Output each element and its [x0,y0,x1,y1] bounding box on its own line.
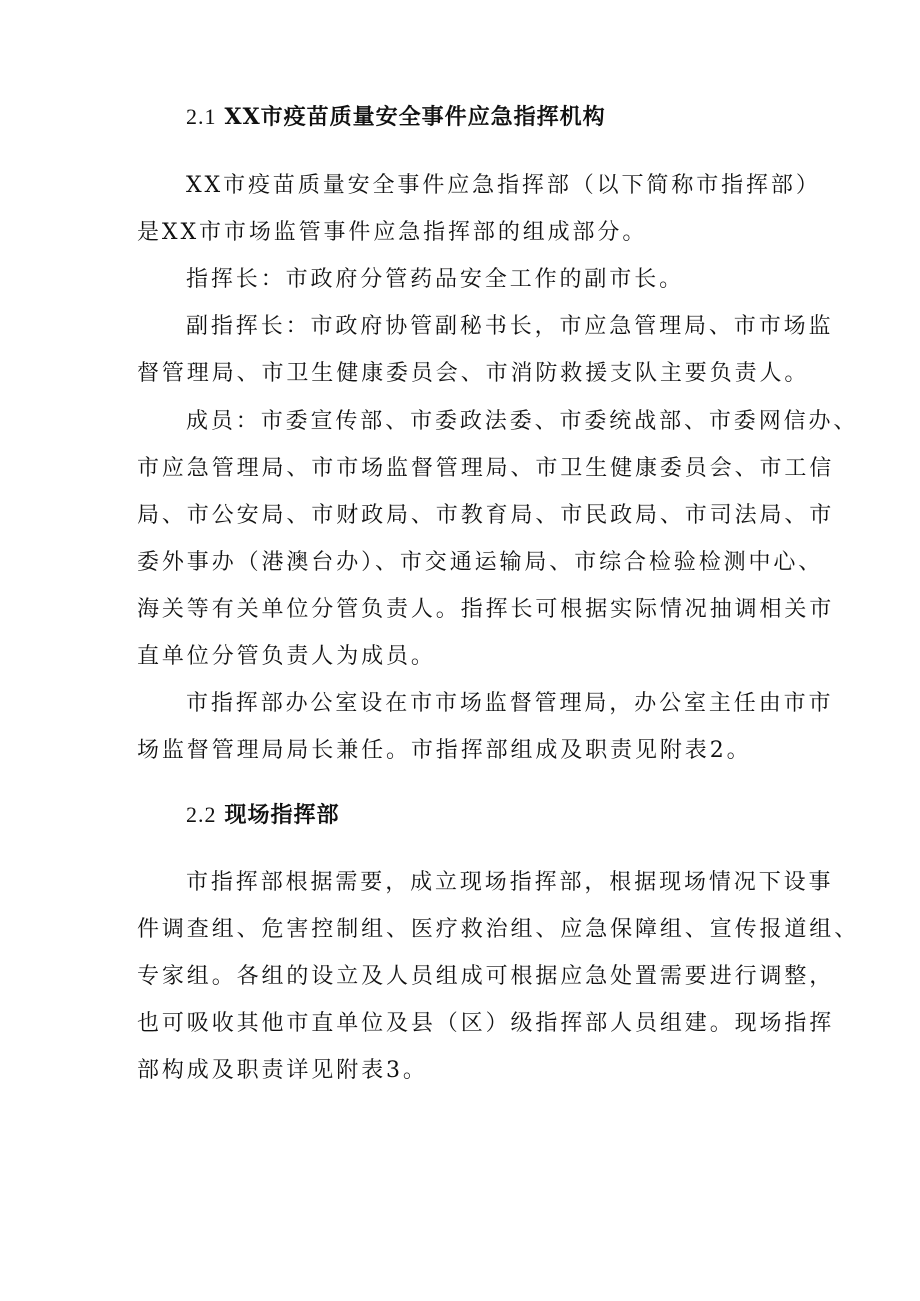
paragraph-line: 是XX市市场监管事件应急指挥部的组成部分。 [137,220,648,245]
section-title: XX市疫苗质量安全事件应急指挥机构 [224,104,606,130]
paragraph-line: 委外事办（港澳台办）、市交通运输局、市综合检验检测中心、 [137,550,824,575]
section-heading-2-1 [186,102,606,132]
paragraph-line: 件调查组、危害控制组、医疗救治组、应急保障组、宣传报道组、 [137,917,860,942]
paragraph-line: 场监督管理局局长兼任。市指挥部组成及职责见附表2。 [137,738,752,763]
paragraph-line: 专家组。各组的设立及人员组成可根据应急处置需要进行调整， [137,964,835,989]
section-heading-2-2 [186,800,340,830]
paragraph-line: 海关等有关单位分管负责人。指挥长可根据实际情况抽调相关市 [137,597,835,622]
paragraph-line: 成员：市委宣传部、市委政法委、市委统战部、市委网信办、 [186,409,859,434]
section-number: 2.1 [186,104,217,129]
paragraph-line: 市指挥部根据需要，成立现场指挥部，根据现场情况下设事 [186,870,834,895]
section-number: 2.2 [186,802,217,827]
paragraph-line: 部构成及职责详见附表3。 [137,1058,428,1083]
section-title: 现场指挥部 [224,802,340,828]
paragraph-line: 市指挥部办公室设在市市场监督管理局，办公室主任由市市 [186,691,834,716]
paragraph-line: 也可吸收其他市直单位及县（区）级指挥部人员组建。现场指挥 [137,1011,835,1036]
paragraph-line: XX市疫苗质量安全事件应急指挥部（以下简称市指挥部） [186,173,821,198]
paragraph-line: 副指挥长：市政府协管副秘书长，市应急管理局、市市场监 [186,314,834,339]
paragraph-line: 局、市公安局、市财政局、市教育局、市民政局、市司法局、市 [137,503,835,528]
paragraph-line: 直单位分管负责人为成员。 [137,644,436,669]
paragraph-line: 督管理局、市卫生健康委员会、市消防救援支队主要负责人。 [137,361,810,386]
paragraph-line: 市应急管理局、市市场监督管理局、市卫生健康委员会、市工信 [137,456,835,481]
paragraph-line: 指挥长：市政府分管药品安全工作的副市长。 [186,267,685,292]
